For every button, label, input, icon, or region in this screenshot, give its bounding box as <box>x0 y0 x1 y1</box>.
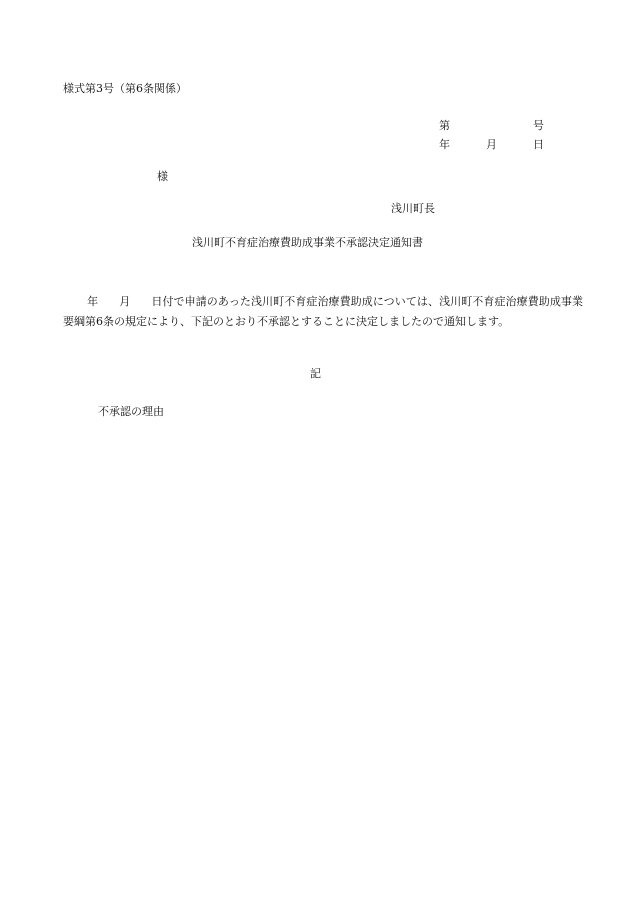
document-title: 浅川町不育症治療費助成事業不承認決定通知書 <box>192 236 423 249</box>
ki-heading: 記 <box>310 367 321 380</box>
sender-name: 浅川町長 <box>391 202 435 215</box>
document-number-prefix: 第 <box>439 119 450 132</box>
form-number: 様式第3号（第6条関係） <box>63 82 187 95</box>
body-text: 日付で申請のあった浅川町不育症治療費助成については、浅川町不育症治療費助成事業要綱第6条の規定により、下記のとおり不承認とすることに決定しましたので通知します。 <box>63 295 583 328</box>
addressee-suffix: 様 <box>157 170 168 183</box>
reason-label: 不承認の理由 <box>98 405 164 418</box>
date-year-label: 年 <box>439 138 450 151</box>
document-number-suffix: 号 <box>533 119 544 132</box>
date-day-label: 日 <box>533 138 544 151</box>
body-year-label: 年 <box>87 295 99 308</box>
date-month-label: 月 <box>486 138 497 151</box>
body-paragraph <box>63 292 583 332</box>
body-month-label: 月 <box>119 295 131 308</box>
